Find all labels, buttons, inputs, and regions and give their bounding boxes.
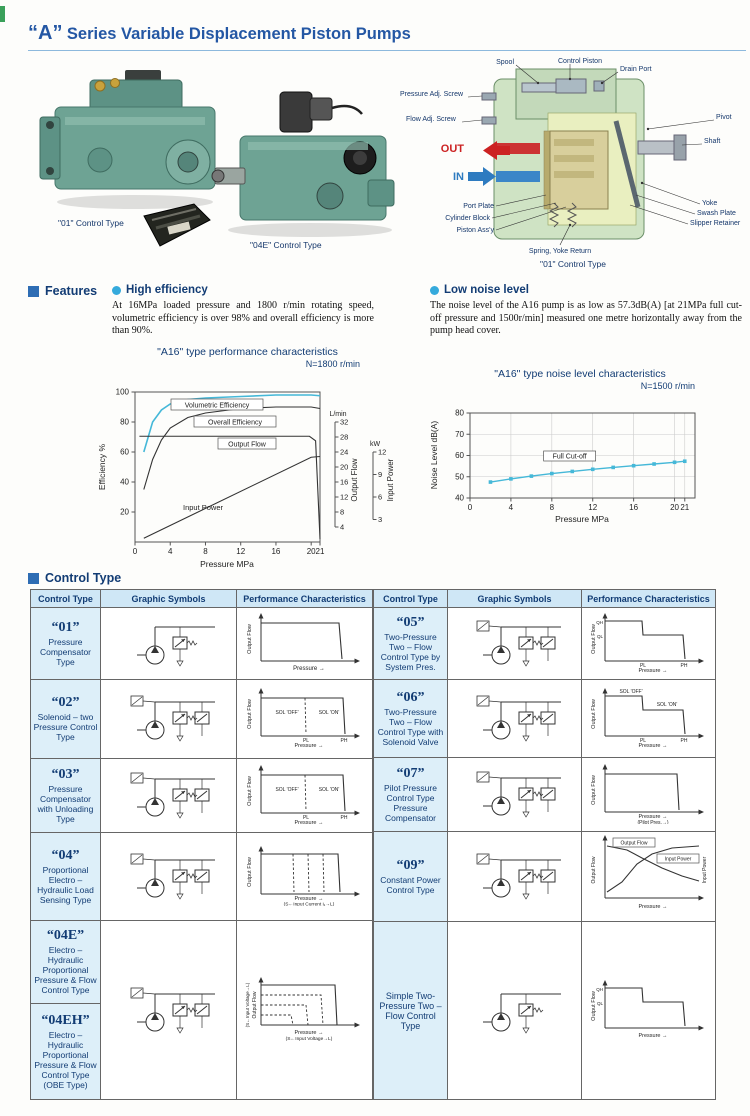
performance-cell-09 <box>582 832 716 922</box>
svg-text:60: 60 <box>455 451 464 460</box>
low-noise-text: The noise level of the A16 pump is as low as 57.3dB(A) [at 21MPa full cut-off pressure and 1500r/min] measured one metre horizontally away from the pump head cover. <box>430 300 742 336</box>
control-type-cell-04: “04” Proportional Electro – Hydraulic Load Sensing Type <box>31 832 101 920</box>
noise-chart-subtitle: N=1500 r/min <box>640 381 695 391</box>
svg-text:Input Power: Input Power <box>182 503 224 512</box>
col-header-performance: Performance Characteristics <box>582 590 716 608</box>
perf-mini-chart-01 <box>243 609 367 673</box>
svg-text:Input Power: Input Power <box>701 856 708 884</box>
label-swash-plate: Swash Plate <box>697 210 736 217</box>
control-type-cell-07: “07” Pilot Pressure Control Type Pressure Compensator <box>374 758 448 832</box>
svg-text:(S←Input Voltage→L): (S←Input Voltage→L) <box>244 982 250 1027</box>
hydraulic-symbol-04 <box>117 844 221 904</box>
graphic-symbol-cell-06 <box>448 680 582 758</box>
svg-text:SOL 'OFF': SOL 'OFF' <box>274 786 299 793</box>
svg-text:Output Flow: Output Flow <box>246 699 253 730</box>
svg-text:60: 60 <box>120 447 129 457</box>
col-header-graphic-symbols: Graphic Symbols <box>448 590 582 608</box>
svg-text:Output Flow: Output Flow <box>590 856 597 884</box>
control-type-cell-02: “02” Solenoid – two Pressure Control Type <box>31 680 101 758</box>
hydraulic-symbol-07 <box>463 762 567 822</box>
graphic-symbol-cell-04e <box>101 921 237 1100</box>
svg-text:kW: kW <box>369 441 381 448</box>
features-heading: Features <box>28 284 97 298</box>
svg-text:6: 6 <box>378 492 383 502</box>
svg-text:16: 16 <box>340 477 349 487</box>
svg-text:4: 4 <box>340 522 345 532</box>
svg-text:PL: PL <box>639 738 646 744</box>
svg-text:8: 8 <box>549 503 555 512</box>
hydraulic-symbol-02 <box>117 686 221 746</box>
col-header-control-type: Control Type <box>31 590 101 608</box>
svg-text:PL: PL <box>302 814 309 821</box>
svg-text:0: 0 <box>467 503 473 512</box>
hydraulic-symbol-05 <box>463 611 567 671</box>
perf-mini-chart-09 <box>587 832 711 916</box>
svg-text:20: 20 <box>670 503 679 512</box>
svg-text:40: 40 <box>455 493 464 503</box>
noise-chart <box>425 393 735 528</box>
title-divider <box>28 50 746 51</box>
pump-photo-04e-image <box>210 84 406 242</box>
label-pressure-adj: Pressure Adj. Screw <box>400 91 464 98</box>
svg-text:Output Flow: Output Flow <box>590 991 597 1021</box>
col-header-graphic-symbols: Graphic Symbols <box>101 590 237 608</box>
label-cylinder-block: Cylinder Block <box>445 215 490 222</box>
graphic-symbol-cell-03 <box>101 758 237 832</box>
svg-text:SOL 'ON': SOL 'ON' <box>318 710 339 717</box>
control-type-cell-03: “03” Pressure Compensator with Unloading Type <box>31 758 101 832</box>
graphic-symbol-cell-02 <box>101 680 237 758</box>
svg-text:SOL 'ON': SOL 'ON' <box>318 786 339 793</box>
series-quote: “A” <box>28 22 63 44</box>
svg-text:100: 100 <box>115 387 129 397</box>
pump-photo-01-image <box>30 62 235 214</box>
hydraulic-symbol-04e <box>117 978 221 1038</box>
svg-text:24: 24 <box>340 447 349 457</box>
svg-text:L/min: L/min <box>329 411 347 418</box>
svg-text:Output Flow: Output Flow <box>246 857 253 887</box>
svg-text:80: 80 <box>120 417 129 427</box>
perf-mini-chart-05 <box>587 609 711 673</box>
high-efficiency-title: High efficiency <box>112 284 208 296</box>
graphic-symbol-cell-01 <box>101 608 237 680</box>
label-drain-port: Drain Port <box>620 66 652 73</box>
svg-text:Pressure MPa: Pressure MPa <box>555 514 609 524</box>
svg-text:4: 4 <box>168 547 173 556</box>
series-line <box>144 457 320 539</box>
perf-mini-chart-06 <box>587 684 711 748</box>
hydraulic-symbol-09 <box>463 844 567 904</box>
svg-text:Volumetric Efficiency: Volumetric Efficiency <box>184 402 250 410</box>
svg-text:12: 12 <box>340 492 349 502</box>
bullet-circle-icon <box>112 286 121 295</box>
svg-text:Output Flow: Output Flow <box>590 624 597 654</box>
svg-text:(Pilot Pres.→): (Pilot Pres.→) <box>636 820 669 824</box>
hydraulic-symbol-06 <box>463 686 567 746</box>
svg-text:21: 21 <box>680 503 690 512</box>
svg-text:28: 28 <box>340 432 349 442</box>
svg-text:Output Flow: Output Flow <box>590 775 597 805</box>
hydraulic-symbol-simple <box>463 978 567 1038</box>
performance-cell-04 <box>237 832 373 920</box>
print-registration-mark <box>0 6 5 22</box>
performance-cell-06 <box>582 680 716 758</box>
svg-text:Output Flow: Output Flow <box>350 458 359 502</box>
control-type-cell-04eh: “04EH” Electro – Hydraulic Proportional Pressure & Flow Control Type (OBE Type) <box>31 1003 101 1099</box>
svg-text:4: 4 <box>508 503 514 512</box>
perf-mini-chart-04 <box>243 842 367 906</box>
graphic-symbol-cell-04 <box>101 832 237 920</box>
svg-text:0: 0 <box>132 547 138 556</box>
svg-text:16: 16 <box>271 547 281 556</box>
svg-text:70: 70 <box>455 429 464 439</box>
series-line <box>139 436 320 539</box>
label-pivot: Pivot <box>716 114 732 121</box>
perf-mini-chart-04e <box>243 973 367 1043</box>
control-type-cell-simple: Simple Two-Pressure Two – Flow Control Type <box>374 922 448 1100</box>
svg-text:Pressure →: Pressure → <box>292 666 325 673</box>
svg-text:Efficiency %: Efficiency % <box>97 443 107 491</box>
label-control-piston: Control Piston <box>558 58 602 65</box>
low-noise-title: Low noise level <box>430 284 529 296</box>
photo-caption-01: "01" Control Type <box>58 218 124 228</box>
svg-text:PH: PH <box>680 663 687 669</box>
performance-cell-01 <box>237 608 373 680</box>
svg-text:Pressure →: Pressure → <box>637 1033 668 1039</box>
performance-cell-04e <box>237 921 373 1100</box>
svg-text:21: 21 <box>315 547 325 556</box>
svg-text:Pressure →: Pressure → <box>637 814 668 820</box>
svg-text:Output Flow: Output Flow <box>246 624 253 655</box>
svg-text:Output Flow: Output Flow <box>228 441 266 449</box>
label-spool: Spool <box>496 59 514 66</box>
control-type-cell-09: “09” Constant Power Control Type <box>374 832 448 922</box>
svg-text:SOL 'OFF': SOL 'OFF' <box>274 710 299 717</box>
control-type-cell-04e: “04E” Electro – Hydraulic Proportional Pressure & Flow Control Type <box>31 921 101 1003</box>
control-type-cell-01: “01” Pressure Compensator Type <box>31 608 101 680</box>
svg-text:Pressure MPa: Pressure MPa <box>200 559 254 569</box>
svg-text:QL: QL <box>596 634 603 639</box>
svg-text:Overall Efficiency: Overall Efficiency <box>208 419 262 427</box>
label-yoke: Yoke <box>702 200 718 207</box>
col-header-performance: Performance Characteristics <box>237 590 373 608</box>
control-type-cell-05: “05” Two-Pressure Two – Flow Control Type by System Pres. <box>374 608 448 680</box>
label-spring-yoke-return: Spring, Yoke Return <box>528 248 592 255</box>
label-port-plate: Port Plate <box>463 203 494 210</box>
hydraulic-symbol-01 <box>117 611 221 671</box>
svg-text:12: 12 <box>588 503 598 512</box>
control-type-cell-06: “06” Two-Pressure Two – Flow Control Type with Solenoid Valve <box>374 680 448 758</box>
svg-text:PH: PH <box>680 738 687 744</box>
graphic-symbol-cell-07 <box>448 758 582 832</box>
svg-text:32: 32 <box>340 417 349 427</box>
page-title <box>28 22 411 45</box>
svg-text:Output Flow: Output Flow <box>590 699 597 729</box>
page-title-text: Series Variable Displacement Piston Pumps <box>66 25 411 43</box>
cutaway-diagram <box>398 55 748 273</box>
label-flow-adj: Flow Adj. Screw <box>406 116 456 123</box>
performance-chart <box>95 372 400 572</box>
photo-caption-04e: "04E" Control Type <box>250 240 322 250</box>
svg-text:QH: QH <box>595 987 603 992</box>
svg-text:Pressure →: Pressure → <box>637 743 668 748</box>
svg-text:50: 50 <box>455 472 464 482</box>
svg-text:Noise Level dB(A): Noise Level dB(A) <box>429 420 439 490</box>
perf-mini-chart-02 <box>243 684 367 748</box>
perf-chart-subtitle: N=1800 r/min <box>305 359 360 369</box>
svg-text:Pressure →: Pressure → <box>293 819 324 825</box>
controller-photo-image <box>138 200 216 252</box>
svg-text:Pressure →: Pressure → <box>637 668 668 673</box>
performance-cell-simple <box>582 922 716 1100</box>
svg-text:Pressure →: Pressure → <box>293 896 324 903</box>
svg-text:QL: QL <box>596 1001 603 1006</box>
graphic-symbol-cell-05 <box>448 608 582 680</box>
control-table-right <box>373 589 716 1100</box>
svg-text:12: 12 <box>378 447 387 457</box>
svg-text:Input Power: Input Power <box>386 458 395 502</box>
svg-text:8: 8 <box>340 507 345 517</box>
svg-text:3: 3 <box>378 515 383 524</box>
bullet-circle-icon <box>430 286 439 295</box>
svg-text:20: 20 <box>120 507 129 517</box>
svg-text:SOL 'ON': SOL 'ON' <box>656 702 677 708</box>
label-piston-assy: Piston Ass'y <box>456 227 494 234</box>
svg-text:8: 8 <box>203 547 208 556</box>
svg-text:Full Cut-off: Full Cut-off <box>552 453 587 461</box>
svg-text:16: 16 <box>629 503 639 512</box>
high-efficiency-text: At 16MPa loaded pressure and 1800 r/min rotating speed, volumetric efficiency is over 98% and overall efficiency is more than 90%. <box>112 300 374 336</box>
performance-cell-05 <box>582 608 716 680</box>
svg-text:SOL 'OFF': SOL 'OFF' <box>618 689 643 695</box>
graphic-symbol-cell-09 <box>448 832 582 922</box>
svg-text:(S←Input Voltage→L): (S←Input Voltage→L) <box>285 1036 332 1042</box>
svg-text:(S←Input Current i₁→L): (S←Input Current i₁→L) <box>283 902 334 907</box>
col-header-control-type: Control Type <box>374 590 448 608</box>
graphic-symbol-cell-simple <box>448 922 582 1100</box>
svg-text:Input Power: Input Power <box>664 856 691 863</box>
svg-text:40: 40 <box>120 477 129 487</box>
svg-text:PL: PL <box>302 738 309 745</box>
hydraulic-symbol-03 <box>117 763 221 823</box>
performance-cell-03 <box>237 758 373 832</box>
noise-chart-title: "A16" type noise level characteristics <box>494 368 666 380</box>
control-table-left <box>30 589 373 1100</box>
svg-text:PH: PH <box>340 738 347 745</box>
performance-cell-02 <box>237 680 373 758</box>
perf-mini-chart-03 <box>243 761 367 825</box>
svg-text:9: 9 <box>378 470 383 479</box>
svg-text:Output Flow: Output Flow <box>620 840 647 847</box>
cutaway-caption: "01" Control Type <box>540 259 606 269</box>
in-arrow-label: IN <box>453 171 464 183</box>
svg-text:PL: PL <box>639 663 646 669</box>
svg-text:80: 80 <box>455 408 464 418</box>
svg-text:12: 12 <box>236 547 246 556</box>
section-square-icon <box>28 573 39 584</box>
perf-chart-title: "A16" type performance characteristics <box>157 346 338 358</box>
out-arrow-label: OUT <box>440 143 464 155</box>
svg-text:Pressure →: Pressure → <box>637 904 668 910</box>
perf-mini-chart-simple <box>587 976 711 1040</box>
label-shaft: Shaft <box>704 138 721 145</box>
control-type-table <box>30 589 716 1100</box>
svg-text:20: 20 <box>306 547 316 556</box>
svg-text:Output Flow: Output Flow <box>246 775 253 806</box>
performance-cell-07 <box>582 758 716 832</box>
svg-text:20: 20 <box>340 462 349 472</box>
label-slipper-retainer: Slipper Retainer <box>690 220 741 227</box>
svg-text:Pressure →: Pressure → <box>293 1029 324 1036</box>
perf-mini-chart-07 <box>587 760 711 824</box>
control-type-heading: Control Type <box>28 571 121 585</box>
svg-text:QH: QH <box>595 620 603 625</box>
section-square-icon <box>28 286 39 297</box>
svg-text:Pressure →: Pressure → <box>293 743 324 749</box>
svg-text:PH: PH <box>340 814 347 821</box>
svg-text:Output Flow: Output Flow <box>251 991 258 1019</box>
